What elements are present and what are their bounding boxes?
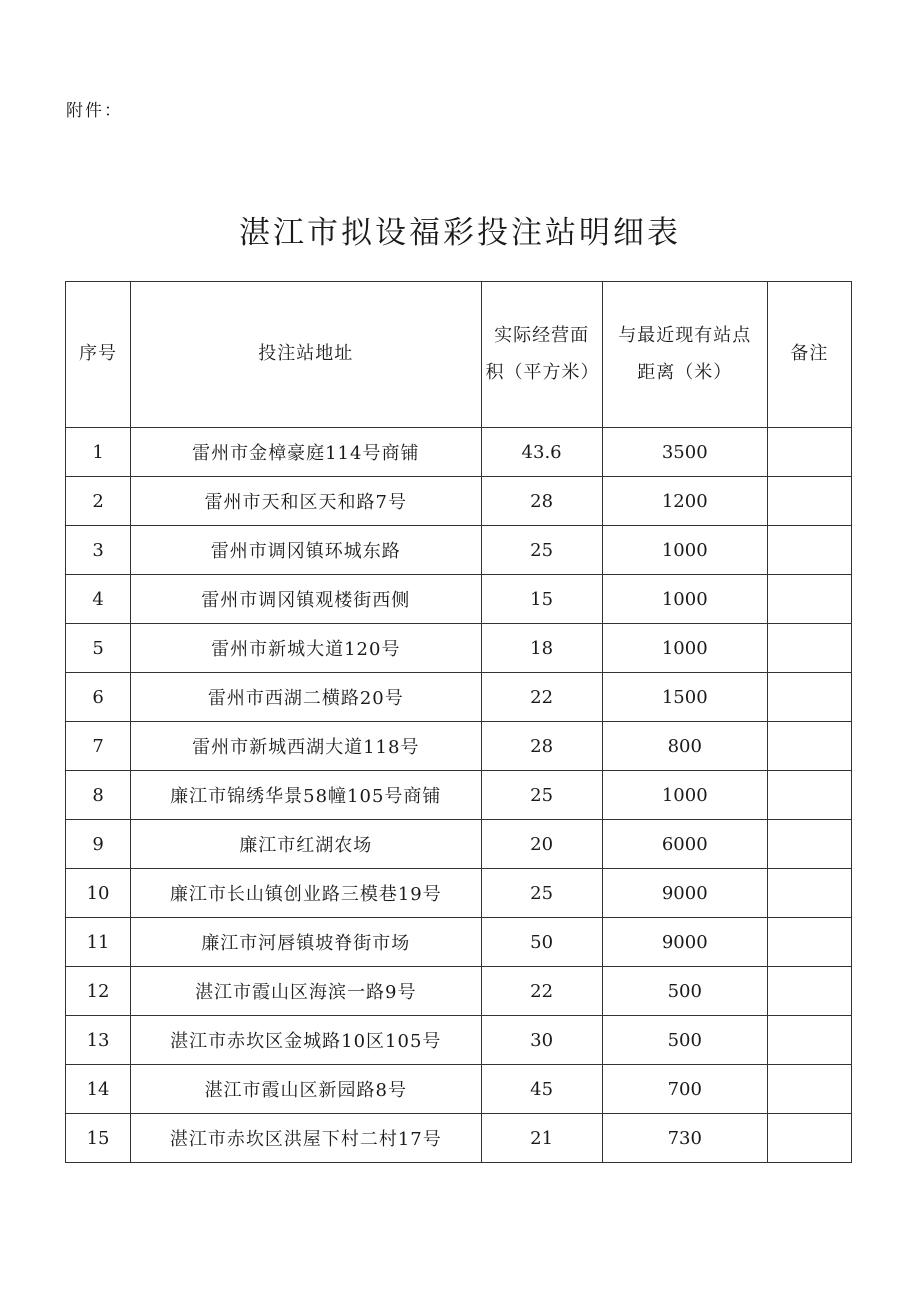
cell-area: 15 xyxy=(481,575,602,624)
cell-distance: 1000 xyxy=(602,526,767,575)
cell-distance: 9000 xyxy=(602,869,767,918)
table-body xyxy=(66,428,852,1163)
cell-seq: 10 xyxy=(66,869,131,918)
cell-address: 雷州市天和区天和路7号 xyxy=(131,477,481,526)
cell-note xyxy=(767,869,851,918)
cell-address: 湛江市霞山区海滨一路9号 xyxy=(131,967,481,1016)
table-row xyxy=(66,967,852,1016)
cell-distance: 1000 xyxy=(602,575,767,624)
cell-seq: 1 xyxy=(66,428,131,477)
table-row xyxy=(66,477,852,526)
cell-address: 雷州市调冈镇环城东路 xyxy=(131,526,481,575)
cell-seq: 13 xyxy=(66,1016,131,1065)
cell-area: 45 xyxy=(481,1065,602,1114)
cell-seq: 11 xyxy=(66,918,131,967)
cell-address: 雷州市新城大道120号 xyxy=(131,624,481,673)
cell-area: 22 xyxy=(481,673,602,722)
cell-seq: 14 xyxy=(66,1065,131,1114)
table-row xyxy=(66,673,852,722)
header-note: 备注 xyxy=(767,282,851,428)
cell-seq: 5 xyxy=(66,624,131,673)
cell-seq: 4 xyxy=(66,575,131,624)
table-row xyxy=(66,526,852,575)
table-row xyxy=(66,869,852,918)
cell-seq: 12 xyxy=(66,967,131,1016)
table-row xyxy=(66,575,852,624)
cell-address: 雷州市新城西湖大道118号 xyxy=(131,722,481,771)
cell-address: 湛江市赤坎区金城路10区105号 xyxy=(131,1016,481,1065)
cell-note xyxy=(767,575,851,624)
document-title: 湛江市拟设福彩投注站明细表 xyxy=(239,214,681,251)
cell-distance: 1000 xyxy=(602,771,767,820)
cell-distance: 6000 xyxy=(602,820,767,869)
cell-distance: 1000 xyxy=(602,624,767,673)
cell-address: 雷州市金樟豪庭114号商铺 xyxy=(131,428,481,477)
cell-address: 廉江市长山镇创业路三模巷19号 xyxy=(131,869,481,918)
table-row xyxy=(66,1114,852,1163)
cell-distance: 700 xyxy=(602,1065,767,1114)
cell-seq: 2 xyxy=(66,477,131,526)
table-row xyxy=(66,771,852,820)
cell-distance: 500 xyxy=(602,1016,767,1065)
table-row xyxy=(66,428,852,477)
cell-address: 廉江市红湖农场 xyxy=(131,820,481,869)
table-row xyxy=(66,1016,852,1065)
table-row xyxy=(66,820,852,869)
cell-note xyxy=(767,428,851,477)
header-distance: 与最近现有站点距离（米） xyxy=(602,282,767,428)
header-area: 实际经营面积（平方米） xyxy=(481,282,602,428)
cell-address: 廉江市锦绣华景58幢105号商铺 xyxy=(131,771,481,820)
cell-distance: 1500 xyxy=(602,673,767,722)
cell-seq: 7 xyxy=(66,722,131,771)
cell-area: 43.6 xyxy=(481,428,602,477)
cell-area: 25 xyxy=(481,869,602,918)
header-address: 投注站地址 xyxy=(131,282,481,428)
cell-address: 雷州市西湖二横路20号 xyxy=(131,673,481,722)
cell-area: 50 xyxy=(481,918,602,967)
cell-note xyxy=(767,967,851,1016)
cell-seq: 15 xyxy=(66,1114,131,1163)
cell-note xyxy=(767,1114,851,1163)
cell-note xyxy=(767,771,851,820)
cell-distance: 1200 xyxy=(602,477,767,526)
cell-area: 21 xyxy=(481,1114,602,1163)
cell-note xyxy=(767,526,851,575)
cell-address: 湛江市霞山区新园路8号 xyxy=(131,1065,481,1114)
cell-note xyxy=(767,1016,851,1065)
cell-distance: 9000 xyxy=(602,918,767,967)
header-seq: 序号 xyxy=(66,282,131,428)
cell-area: 30 xyxy=(481,1016,602,1065)
cell-note xyxy=(767,918,851,967)
cell-distance: 3500 xyxy=(602,428,767,477)
cell-area: 25 xyxy=(481,526,602,575)
table-row xyxy=(66,624,852,673)
attachment-label: 附件： xyxy=(66,101,123,121)
stations-table xyxy=(65,281,852,1163)
cell-address: 雷州市调冈镇观楼街西侧 xyxy=(131,575,481,624)
cell-area: 28 xyxy=(481,722,602,771)
cell-note xyxy=(767,673,851,722)
cell-area: 22 xyxy=(481,967,602,1016)
cell-note xyxy=(767,722,851,771)
cell-distance: 500 xyxy=(602,967,767,1016)
header-row xyxy=(66,282,852,428)
table-row xyxy=(66,722,852,771)
cell-note xyxy=(767,624,851,673)
cell-distance: 730 xyxy=(602,1114,767,1163)
cell-seq: 9 xyxy=(66,820,131,869)
cell-area: 18 xyxy=(481,624,602,673)
cell-seq: 8 xyxy=(66,771,131,820)
cell-note xyxy=(767,820,851,869)
cell-area: 20 xyxy=(481,820,602,869)
cell-seq: 6 xyxy=(66,673,131,722)
cell-address: 湛江市赤坎区洪屋下村二村17号 xyxy=(131,1114,481,1163)
cell-seq: 3 xyxy=(66,526,131,575)
table-header xyxy=(66,282,852,428)
cell-area: 25 xyxy=(481,771,602,820)
table-row xyxy=(66,918,852,967)
cell-note xyxy=(767,477,851,526)
table-row xyxy=(66,1065,852,1114)
cell-address: 廉江市河唇镇坡脊街市场 xyxy=(131,918,481,967)
cell-note xyxy=(767,1065,851,1114)
cell-area: 28 xyxy=(481,477,602,526)
cell-distance: 800 xyxy=(602,722,767,771)
